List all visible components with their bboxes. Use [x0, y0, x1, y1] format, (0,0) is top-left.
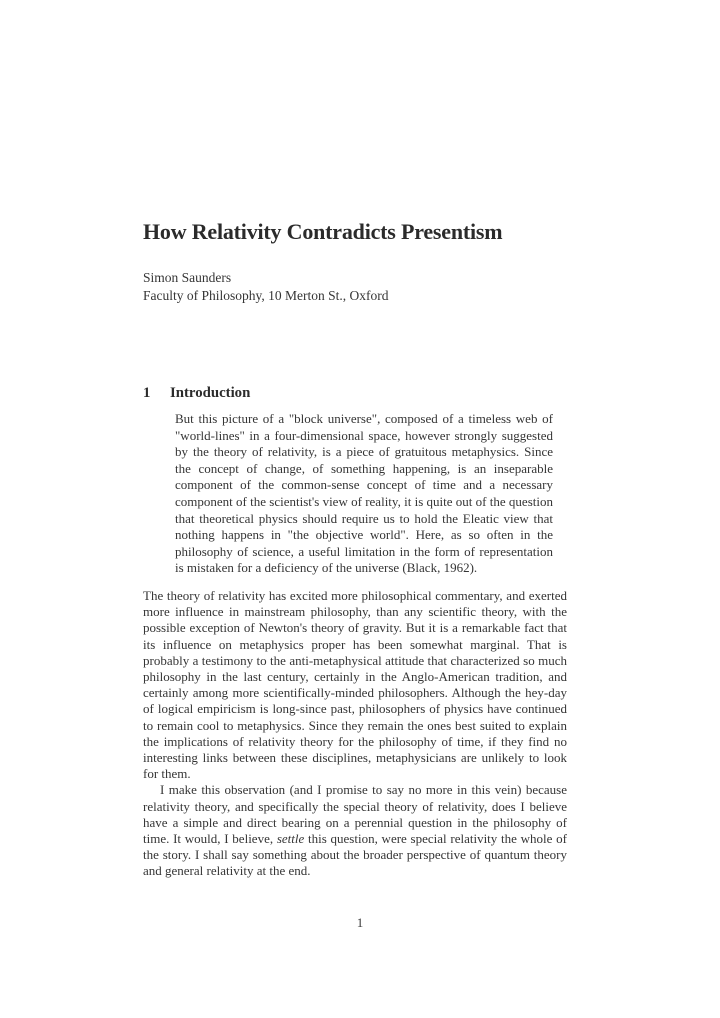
paragraph-2	[143, 782, 567, 879]
emphasized-word: settle	[276, 830, 305, 846]
author-name: Simon Saunders	[143, 270, 232, 285]
paragraph2-text-after: this question, were special relativity the whole of the story. I shall say something about the broader perspective of quantum theory and general relativity at the end.	[143, 830, 567, 879]
page-number: 1	[356, 915, 364, 930]
paper-title: How Relativity Contradicts Presentism	[143, 219, 503, 244]
section-title: Introduction	[170, 385, 251, 401]
author-affiliation: Faculty of Philosophy, 10 Merton St., Oxford	[143, 287, 389, 303]
author-block	[143, 269, 567, 304]
paragraph2-text-before: I make this observation (and I promise to say no more in this vein) because relativity theory, and specifically the special theory of relativity, does I believe have a simple and direct bearing on a perennial question in the philosophy of time. It would, I believe,	[143, 782, 567, 846]
block-quote: But this picture of a "block universe", composed of a timeless web of "world-lines" in a four-dimensional space, however strongly suggested by the theory of relativity, is a piece of gratuitous metaphysics. Since the concept of change, of something happening, is an inseparable component of the common-sense concept of time and a necessary component of the scientist's view of reality, it is quite out of the question that theoretical physics should require us to hold the Eleatic view that nothing happens in "the objective world". Here, as so often in the philosophy of science, a useful limitation in the form of representation is mistaken for a deficiency of the universe (Black, 1962).	[175, 411, 553, 576]
text-column	[143, 0, 567, 880]
paragraph-1: The theory of relativity has excited more philosophical commentary, and exerted more influence in mainstream philosophy, than any scientific theory, with the possible exception of Newton's theory of gravity. But it is a remarkable fact that its influence on metaphysics proper has been somewhat marginal. That is probably a testimony to the anti-metaphysical attitude that characterized so much philosophy in the last century, certainly in the Anglo-American tradition, and certainly among more scientifically-minded philosophers. Although the hey-day of logical empiricism is long-since past, philosophers of physics have continued to remain cool to metaphysics. Since they remain the ones best suited to explain the implications of relativity theory for the philosophy of time, if they find no interesting links between these disciplines, metaphysicians are unlikely to look for them.	[143, 587, 567, 782]
section-heading	[143, 384, 567, 402]
section-number: 1	[143, 385, 151, 401]
